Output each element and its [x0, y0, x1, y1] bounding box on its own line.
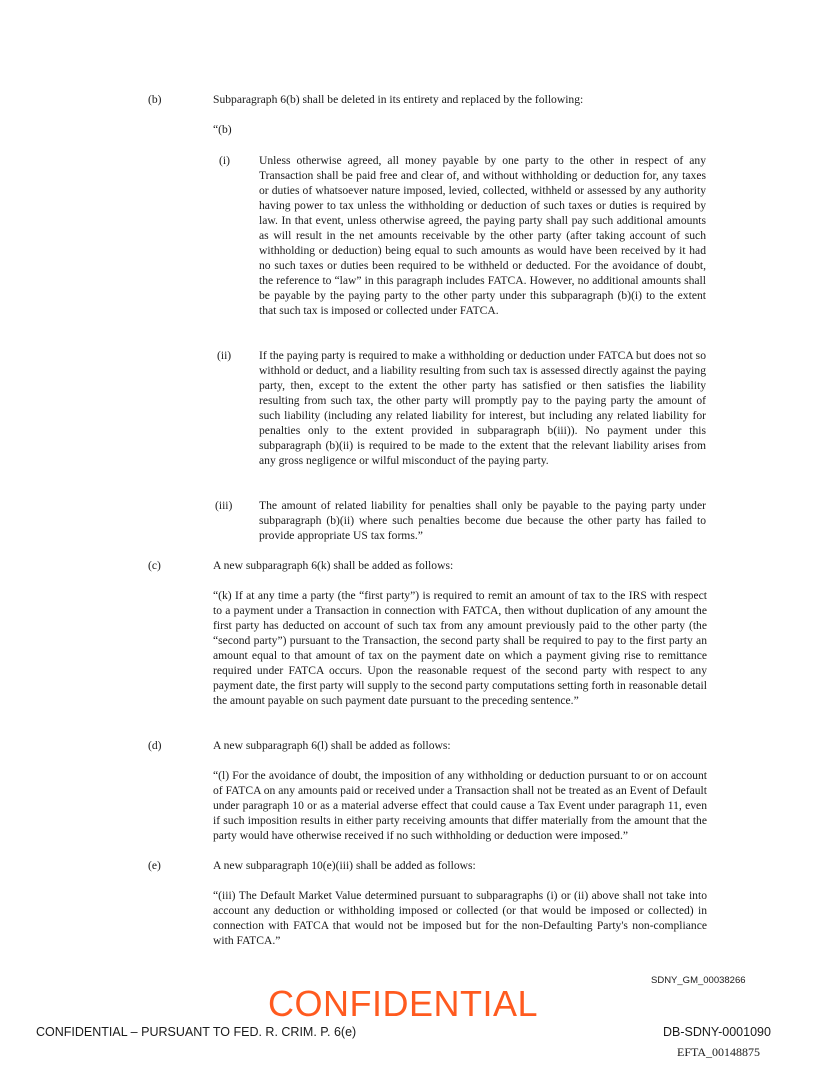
bates-number-right: DB-SDNY-0001090 — [663, 1025, 771, 1039]
efta-number: EFTA_00148875 — [677, 1045, 761, 1059]
section-c-label: (c) — [148, 559, 161, 572]
section-b-label: (b) — [148, 93, 162, 106]
section-c-text: “(k) If at any time a party (the “first party”) is required to remit an amount of tax to the IRS with respect to a payment under a Transaction in connection with FATCA, then without duplication of any amount the first party has deducted on account of such tax from any amount previously paid to the other party (the “second party”) pursuant to the Transaction, the second party shall be required to pay to the first party an amount equal to that amount of tax on the payment date on which a payment giving rise to remittance required under FATCA occurs. Upon the reasonable request of the second party with respect to any payment date, the first party will supply to the second party computations setting forth in reasonable detail the amount payable on such payment date pursuant to the preceding sentence.” — [213, 589, 707, 707]
confidential-stamp: CONFIDENTIAL — [268, 983, 539, 1024]
section-e-text: “(iii) The Default Market Value determined pursuant to subparagraphs (i) or (ii) above shall not take into account any deduction or withholding imposed or collected (or that would be imposed or collected) in connection with FATCA that would not be imposed but for the non-Defaulting Party's non-compliance with FATCA.” — [213, 889, 707, 947]
section-e-intro: A new subparagraph 10(e)(iii) shall be added as follows: — [213, 859, 476, 872]
section-b-intro: Subparagraph 6(b) shall be deleted in its entirety and replaced by the following: — [213, 93, 584, 106]
item-b-ii-text: If the paying party is required to make a withholding or deduction under FATCA but does not so withhold or deduct, and a liability resulting from such tax is assessed directly against the paying party, then, except to the extent the other party has satisfied or then satisfies the liability resulting from such tax, the other party will promptly pay to the paying party the amount of such liability (including any related liability for interest, but including any related liability for penalties only to the extent provided in subparagraph b(iii)). No payment under this subparagraph (b)(ii) is required to be made to the extent that the relevant liability arises from any gross negligence or wilful misconduct of the paying party. — [259, 349, 706, 467]
section-d-intro: A new subparagraph 6(l) shall be added as follows: — [213, 739, 451, 752]
section-d-text: “(l) For the avoidance of doubt, the imposition of any withholding or deduction pursuant to or on account of FATCA on any amounts paid or received under a Transaction shall not be treated as an Event of Default under paragraph 10 or as a material adverse effect that could cause a Tax Event under paragraph 11, even if such imposition results in either party receiving amounts that differ materially from the amount that the party would have otherwise received if no such withholding or deduction were imposed.” — [213, 769, 707, 842]
section-e-label: (e) — [148, 859, 161, 872]
item-b-ii-label: (ii) — [217, 349, 232, 362]
section-d-label: (d) — [148, 739, 162, 752]
item-b-i-text: Unless otherwise agreed, all money payable by one party to the other in respect of any Transaction shall be paid free and clear of, and without withholding or deduction for, any taxes or duties of whatsoever nature imposed, levied, collected, withheld or assessed by any authority having power to tax unless the withholding or deduction of such taxes or duties is required by law. In that event, unless otherwise agreed, the paying party shall pay such additional amounts as will result in the net amounts receivable by the other party (after taking account of such withholding or deduction) being equal to such amounts as would have been received by it had no such taxes or duties been required to be withheld or deducted. For the avoidance of doubt, the reference to “law” in this paragraph includes FATCA. However, no additional amounts shall be payable by the paying party to the other party under this subparagraph (b)(i) to the extent that such tax is imposed or collected under FATCA. — [259, 154, 706, 317]
item-b-i-label: (i) — [219, 154, 230, 167]
confidential-footer: CONFIDENTIAL – PURSUANT TO FED. R. CRIM. P. 6(e) — [36, 1025, 357, 1039]
bates-number-top: SDNY_GM_00038266 — [651, 975, 746, 986]
item-b-iii-label: (iii) — [215, 499, 233, 512]
item-b-iii-text: The amount of related liability for penalties shall only be payable to the paying party under subparagraph (b)(ii) where such penalties become due because the other party has failed to provide appropriate US tax forms.” — [259, 499, 706, 542]
section-b-quote-open: “(b) — [213, 123, 232, 136]
section-c-intro: A new subparagraph 6(k) shall be added as follows: — [213, 559, 454, 572]
